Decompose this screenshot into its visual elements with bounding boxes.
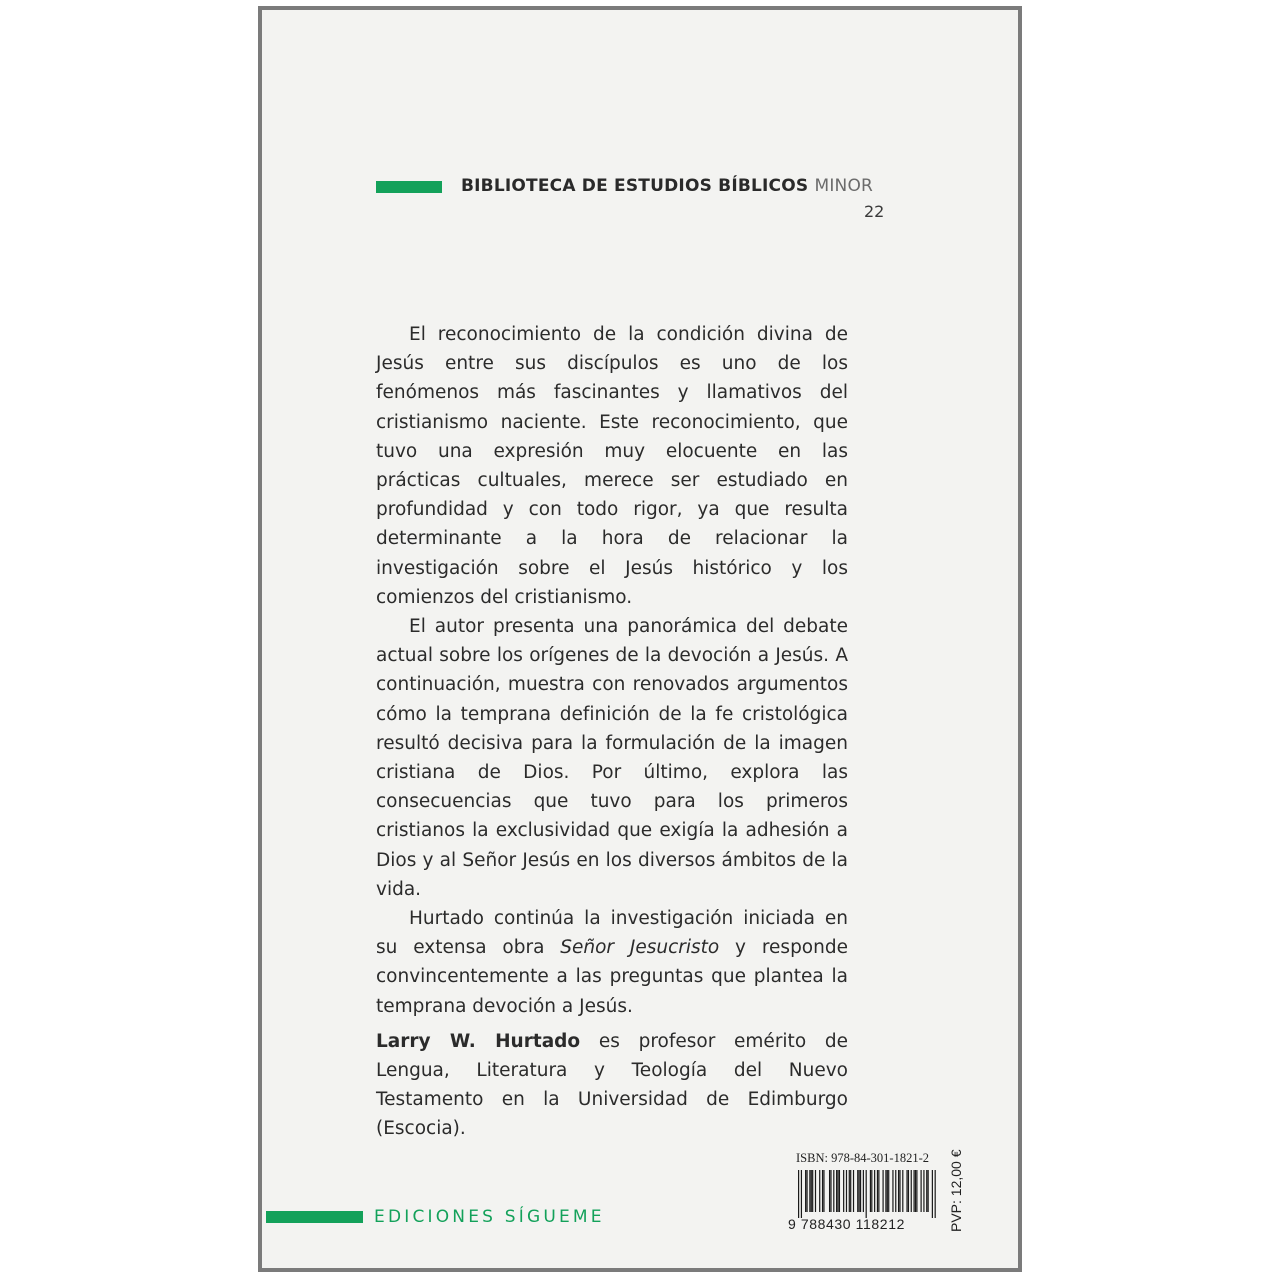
barcode-bar <box>853 1170 854 1212</box>
barcode-bar <box>805 1170 806 1212</box>
barcode-bar <box>836 1170 837 1212</box>
barcode-bar <box>892 1170 893 1212</box>
back-cover-blurb <box>376 320 848 1144</box>
barcode-bar <box>913 1170 914 1212</box>
barcode-bar <box>830 1170 831 1212</box>
barcode-bar <box>878 1170 879 1212</box>
barcode-bar <box>849 1170 850 1212</box>
barcode-bar <box>915 1170 916 1212</box>
barcode-bar <box>822 1170 823 1212</box>
publisher-color-bar <box>266 1211 363 1223</box>
barcode-bar <box>887 1170 888 1212</box>
blurb-paragraph-3-start: Hurtado continúa la investigación iniciada en su extensa obra <box>376 908 848 959</box>
barcode-bar <box>863 1170 864 1212</box>
barcode-bar <box>811 1170 812 1212</box>
barcode-bar <box>916 1170 917 1212</box>
barcode-bar <box>812 1170 813 1212</box>
barcode-bar <box>926 1170 927 1212</box>
series-number: 22 <box>864 202 885 221</box>
barcode-bar <box>921 1170 922 1212</box>
author-bio <box>376 1027 848 1144</box>
barcode <box>798 1170 936 1218</box>
book-title-reference: Señor Jesucristo <box>560 937 720 959</box>
series-title <box>461 176 873 196</box>
barcode-bar <box>882 1170 883 1212</box>
barcode-bar <box>906 1170 907 1212</box>
barcode-bar <box>829 1170 830 1212</box>
barcode-bar <box>823 1170 824 1212</box>
barcode-bar <box>850 1170 851 1212</box>
blurb-paragraph-1: El reconocimiento de la condición divina de Jesús entre sus discípulos es uno de los fenómenos más fascinantes y llamativos del cristianismo naciente. Este reconocimiento, que tuvo una expresión muy elocuente en las prácticas cultuales, merece ser estudiado en profundidad y con todo rigor, ya que resulta determinante a la hora de relacionar la investigación sobre el Jesús histórico y los comienzos del cristianismo. <box>376 324 848 608</box>
barcode-bar <box>870 1170 871 1212</box>
blurb-paragraph-3-end: y responde convincentemente a las preguntas que plantea la temprana devoción a Jesús. <box>376 937 848 1017</box>
barcode-bar <box>837 1170 838 1212</box>
barcode-bar <box>860 1170 861 1212</box>
blurb-paragraph-3 <box>376 904 848 1021</box>
barcode-bar <box>885 1170 886 1212</box>
barcode-bar <box>895 1170 896 1212</box>
barcode-bar <box>857 1170 858 1212</box>
price-label: PVP: 12,00 € <box>948 1149 964 1232</box>
barcode-bar <box>874 1170 875 1212</box>
barcode-bar <box>833 1170 834 1212</box>
barcode-bar <box>932 1170 933 1218</box>
barcode-bar <box>911 1170 912 1212</box>
barcode-bar <box>928 1170 929 1212</box>
barcode-bar <box>888 1170 889 1212</box>
barcode-bar <box>923 1170 924 1212</box>
barcode-bar <box>899 1170 900 1212</box>
barcode-bar <box>935 1170 936 1218</box>
barcode-bar <box>908 1170 909 1212</box>
barcode-bar <box>898 1170 899 1212</box>
author-bio-text: es profesor emérito de Lengua, Literatura y Teología del Nuevo Testamento en la Universidad de Edimburgo (Escocia). <box>376 1030 848 1140</box>
barcode-digits: 9 788430 118212 <box>788 1216 905 1232</box>
barcode-bar <box>801 1170 802 1218</box>
publisher-name: EDICIONES SÍGUEME <box>374 1207 605 1227</box>
series-name: BIBLIOTECA DE ESTUDIOS BÍBLICOS <box>461 176 809 196</box>
barcode-bar <box>877 1170 878 1212</box>
barcode-bar <box>846 1170 847 1212</box>
isbn-label: ISBN: 978-84-301-1821-2 <box>796 1151 929 1165</box>
blurb-paragraph-2: El autor presenta una panorámica del debate actual sobre los orígenes de la devoción a Jesús. A continuación, muestra con renovados argumentos cómo la temprana definición de la fe cristológica resultó decisiva para la formulación de la imagen cristiana de Dios. Por último, explora las consecuencias que tuvo para los primeros cristianos la exclusividad que exigía la adhesión a Dios y al Señor Jesús en los diversos ámbitos de la vida. <box>376 616 848 900</box>
barcode-bar <box>819 1170 820 1212</box>
barcode-bar <box>798 1170 799 1218</box>
barcode-bar <box>806 1170 807 1212</box>
author-name: Larry W. Hurtado <box>376 1030 581 1052</box>
series-subtitle: MINOR <box>814 176 874 196</box>
series-color-bar <box>376 181 442 193</box>
barcode-bar <box>859 1170 860 1212</box>
barcode-bar <box>866 1170 867 1218</box>
barcode-bar <box>839 1170 840 1212</box>
barcode-bar <box>843 1170 844 1212</box>
barcode-bar <box>815 1170 816 1212</box>
barcode-bar <box>902 1170 903 1212</box>
barcode-bar <box>809 1170 810 1212</box>
barcode-bar <box>871 1170 872 1212</box>
